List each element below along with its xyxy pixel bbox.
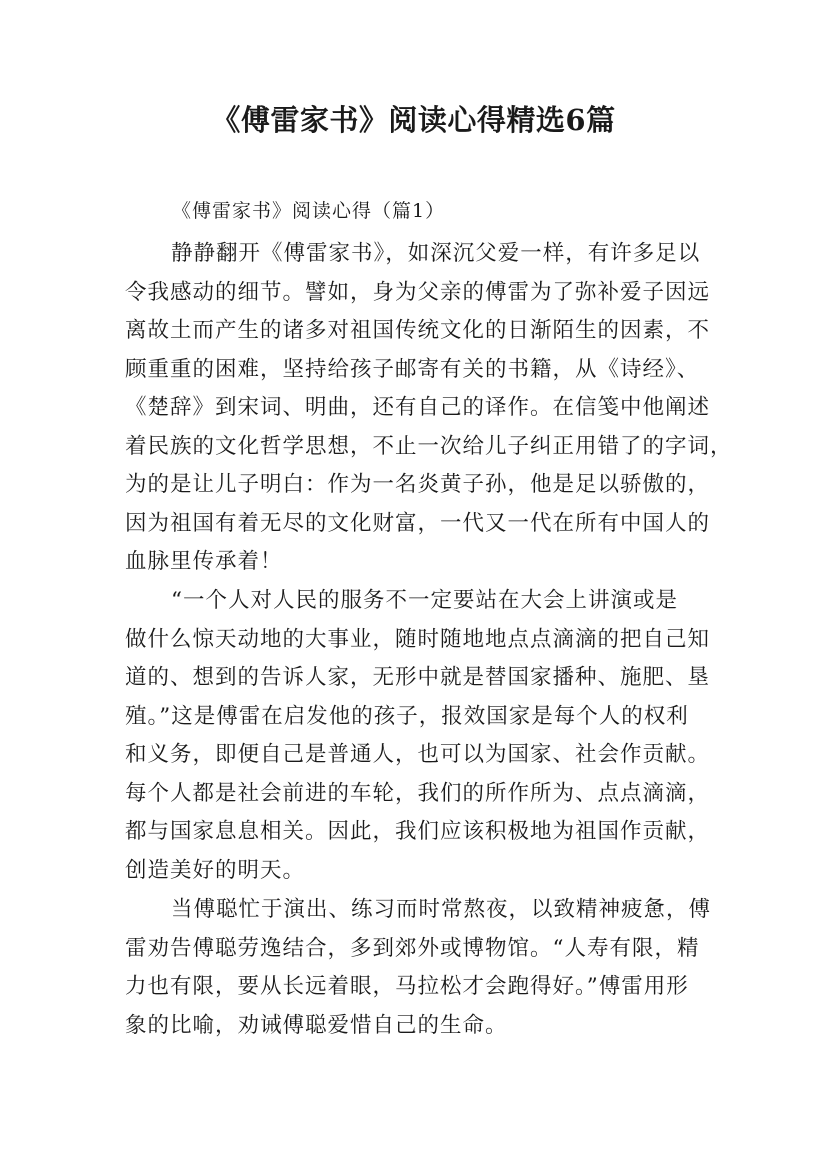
section-heading: 《傅雷家书》阅读心得（篇1） [172, 200, 446, 222]
paragraph-line: 象的比喻，劝诫傅聪爱惜自己的生命。 [125, 1012, 508, 1038]
paragraph-2 [125, 582, 711, 890]
paragraph-line: 令我感动的细节。譬如，身为父亲的傅雷为了弥补爱子因远 [125, 279, 711, 305]
paragraph-line: 着民族的文化哲学思想，不止一次给儿子纠正用错了的字词， [125, 433, 733, 459]
document-title: 《傅雷家书》阅读心得精选6篇 [211, 103, 616, 137]
paragraph-line: 《楚辞》到宋词、明曲，还有自己的译作。在信笺中他阐述 [125, 395, 711, 420]
paragraph-line: 都与国家息息相关。因此，我们应该积极地为祖国作贡献， [125, 819, 711, 844]
paragraph-3 [125, 891, 712, 1045]
paragraph-line: 顾重重的困难，坚持给孩子邮寄有关的书籍，从《诗经》、 [125, 356, 700, 382]
paragraph-1 [125, 235, 733, 582]
paragraph-line: 为的是让儿子明白：作为一名炎黄子孙，他是足以骄傲的， [125, 472, 711, 497]
paragraph-line: 力也有限，要从长远着眼，马拉松才会跑得好。”傅雷用形 [125, 974, 689, 999]
paragraph-line: 殖。”这是傅雷在启发他的孩子，报效国家是每个人的权利 [125, 703, 689, 729]
paragraph-line: 血脉里传承着！ [125, 549, 283, 574]
paragraph-line: 静静翻开《傅雷家书》，如深沉父爱一样，有许多足以 [171, 241, 701, 266]
paragraph-line: 和义务，即便自己是普通人，也可以为国家、社会作贡献。 [125, 742, 711, 767]
paragraph-line: “一个人对人民的服务不一定要站在大会上讲演或是 [171, 588, 678, 613]
paragraph-line: 雷劝告傅聪劳逸结合，多到郊外或博物馆。“人寿有限，精 [125, 935, 700, 961]
paragraph-line: 因为祖国有着无尽的文化财富，一代又一代在所有中国人的 [125, 510, 711, 536]
paragraph-line: 当傅聪忙于演出、练习而时常熬夜，以致精神疲惫，傅 [171, 897, 712, 922]
paragraph-line: 每个人都是社会前进的车轮，我们的所作所为、点点滴滴， [125, 780, 711, 806]
paragraph-line: 做什么惊天动地的大事业，随时随地地点点滴滴的把自己知 [125, 626, 711, 652]
paragraph-line: 道的、想到的告诉人家，无形中就是替国家播种、施肥、垦 [125, 665, 711, 690]
paragraph-line: 离故土而产生的诸多对祖国传统文化的日渐陌生的因素，不 [125, 318, 711, 343]
paragraph-line: 创造美好的明天。 [125, 857, 306, 883]
